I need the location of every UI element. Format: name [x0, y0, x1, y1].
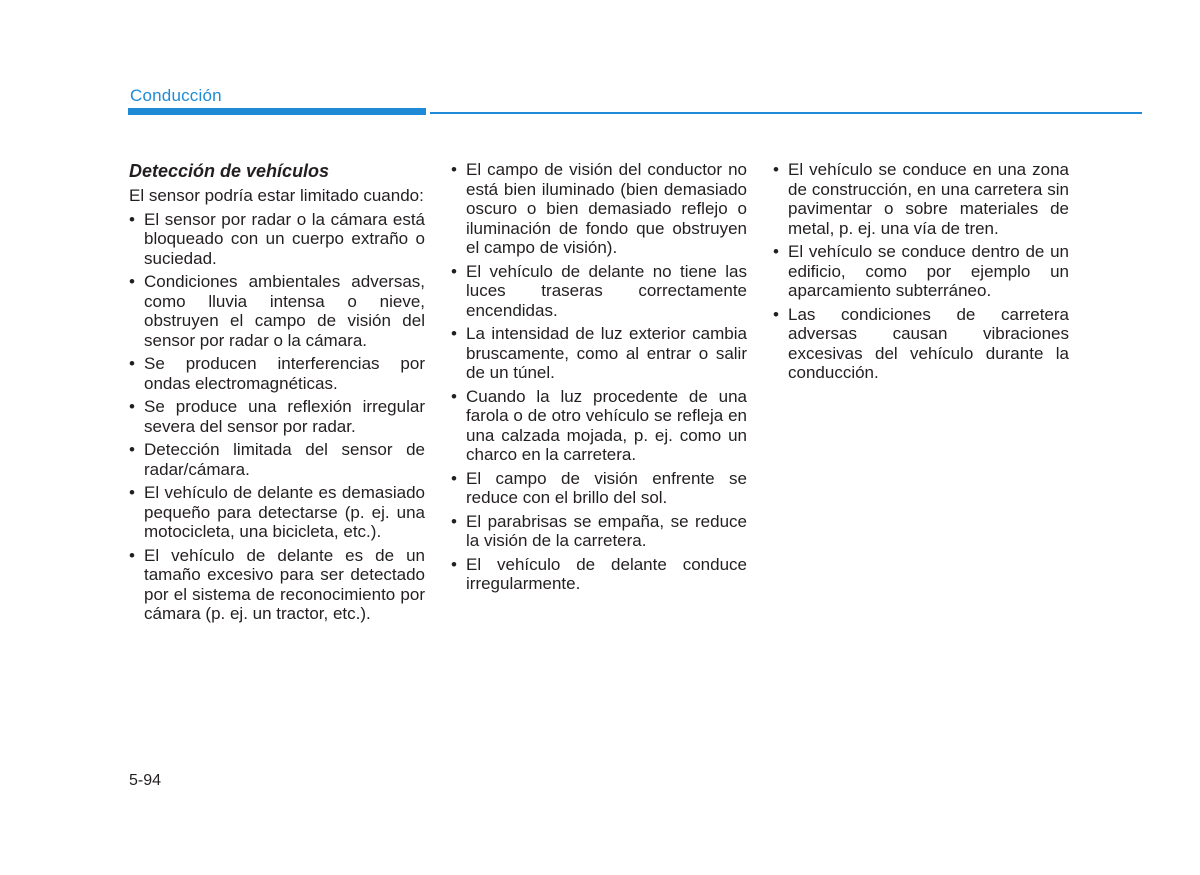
list-item [451, 469, 747, 508]
bullet-list-1 [129, 210, 425, 624]
bullet-icon: • [129, 354, 135, 373]
bullet-icon: • [451, 468, 457, 488]
bullet-list-2 [451, 160, 747, 594]
header-accent-bar [128, 108, 426, 115]
bullet-icon: • [451, 554, 457, 574]
list-item-text: Se produce una reflexión irregular severa del sensor por radar. [144, 397, 425, 436]
list-item-text: El vehículo se conduce dentro de un edificio, como por ejemplo un aparcamiento subterráneo. [788, 242, 1069, 300]
list-item-text: El campo de visión del conductor no está bien iluminado (bien demasiado oscuro o bien demasiado reflejo o iluminación de fondo que obstruyen el campo de visión). [466, 160, 747, 257]
bullet-icon: • [129, 483, 135, 502]
list-item-text: Condiciones ambientales adversas, como lluvia intensa o nieve, obstruyen el campo de visión del sensor por radar o la cámara. [144, 272, 425, 350]
text-column-3 [773, 160, 1069, 387]
list-item-text: Se producen interferencias por ondas electromagnéticas. [144, 354, 425, 393]
bullet-icon: • [129, 397, 135, 416]
list-item-text: El vehículo de delante no tiene las luces traseras correctamente encendidas. [466, 261, 747, 320]
list-item-text: Cuando la luz procedente de una farola o de otro vehículo se refleja en una calzada mojada, p. ej. como un charco en la carretera. [466, 386, 747, 464]
bullet-icon: • [129, 209, 135, 229]
list-item [451, 387, 747, 465]
list-item [129, 397, 425, 436]
list-item-text: La intensidad de luz exterior cambia bruscamente, como al entrar o salir de un túnel. [466, 324, 747, 382]
list-item [129, 483, 425, 542]
text-column-1 [129, 160, 425, 628]
list-item-text: El vehículo se conduce en una zona de construcción, en una carretera sin pavimentar o sobre materiales de metal, p. ej. una vía de tren. [788, 160, 1069, 238]
list-item-text: Detección limitada del sensor de radar/cámara. [144, 440, 425, 479]
list-item [773, 160, 1069, 238]
bullet-list-3 [773, 160, 1069, 383]
bullet-icon: • [451, 511, 457, 531]
list-item-text: El vehículo de delante es de un tamaño excesivo para ser detectado por el sistema de reconocimiento por cámara (p. ej. un tractor, etc.). [144, 545, 425, 623]
list-item-text: El parabrisas se empaña, se reduce la visión de la carretera. [466, 511, 747, 550]
bullet-icon: • [773, 160, 779, 179]
bullet-icon: • [129, 272, 135, 291]
bullet-icon: • [773, 242, 779, 261]
section-intro: El sensor podría estar limitado cuando: [129, 186, 424, 205]
list-item [129, 440, 425, 479]
header-rule-line [430, 112, 1142, 114]
bullet-icon: • [451, 160, 457, 179]
list-item [773, 305, 1069, 383]
list-item-text: El vehículo de delante conduce irregularmente. [466, 554, 747, 593]
list-item [129, 210, 425, 269]
list-item-text: El campo de visión enfrente se reduce con el brillo del sol. [466, 468, 747, 507]
bullet-icon: • [451, 324, 457, 343]
list-item [129, 546, 425, 624]
text-column-2 [451, 160, 747, 598]
list-item-text: El sensor por radar o la cámara está bloqueado con un cuerpo extraño o suciedad. [144, 209, 425, 268]
bullet-icon: • [129, 545, 135, 565]
list-item-text: El vehículo de delante es demasiado pequeño para detectarse (p. ej. una motocicleta, una bicicleta, etc.). [144, 483, 425, 541]
list-item-text: Las condiciones de carretera adversas causan vibraciones excesivas del vehículo durante la conducción. [788, 304, 1069, 382]
list-item [451, 555, 747, 594]
list-item [451, 324, 747, 383]
section-header-title: Conducción [130, 86, 222, 105]
list-item [129, 272, 425, 350]
list-item [773, 242, 1069, 301]
bullet-icon: • [451, 386, 457, 406]
list-item [451, 262, 747, 321]
bullet-icon: • [129, 440, 135, 459]
list-item [451, 160, 747, 258]
section-heading: Detección de vehículos [129, 161, 330, 181]
bullet-icon: • [773, 304, 779, 324]
bullet-icon: • [451, 261, 457, 281]
page-number: 5-94 [129, 772, 162, 789]
list-item [451, 512, 747, 551]
list-item [129, 354, 425, 393]
